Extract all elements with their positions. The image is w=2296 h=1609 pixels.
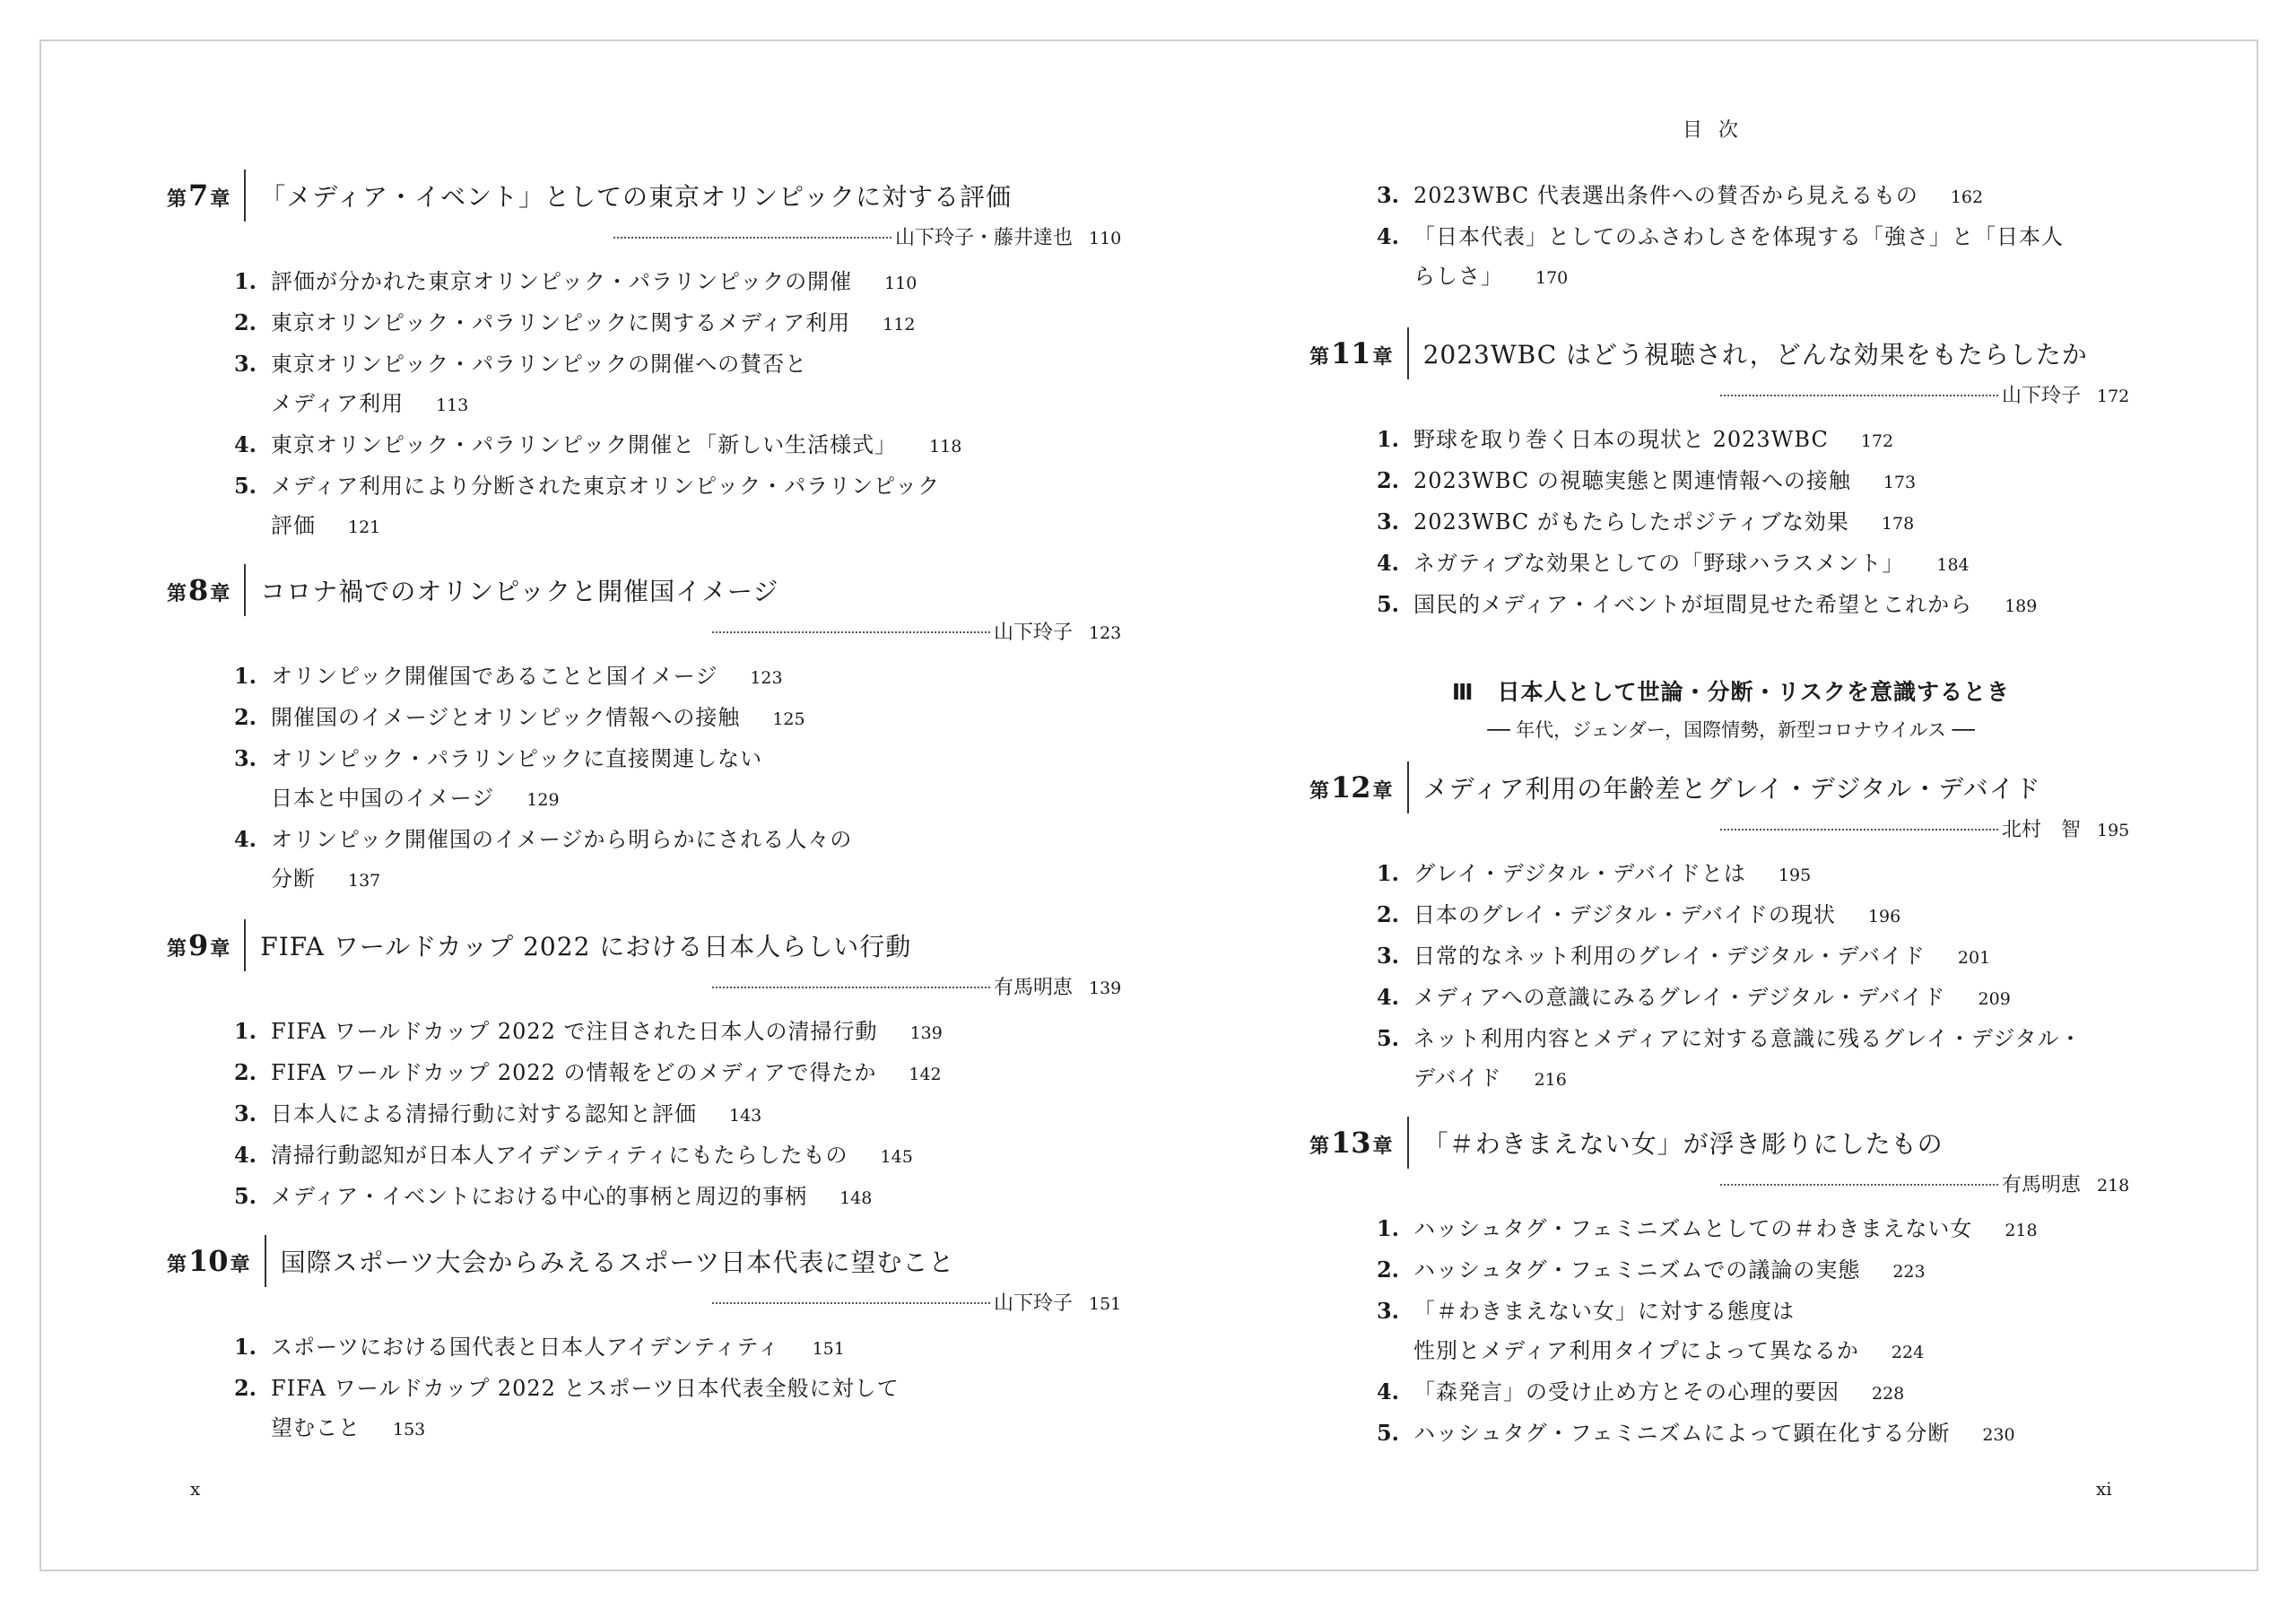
toc-section-line: [167, 506, 1144, 547]
section-title-text: メディアへの意識にみるグレイ・デジタル・デバイド: [1413, 985, 1946, 1010]
dot-leader: [712, 631, 990, 633]
section-title: [271, 262, 917, 303]
chapter-author: 有馬明恵: [993, 977, 1073, 999]
section-title-text: 性別とメディア利用タイプによって異なるか: [1413, 1338, 1859, 1363]
section-title: [1413, 1250, 1926, 1292]
chapter-number: [167, 1244, 265, 1278]
toc-section-line: [1309, 1250, 2152, 1292]
section-title: [271, 303, 915, 344]
section-number: 4.: [233, 1142, 257, 1168]
section-title-text: 評価が分かれた東京オリンピック・パラリンピックの開催: [271, 269, 853, 294]
toc-section-line: [167, 425, 1144, 466]
toc-section-line: [1309, 1413, 2152, 1455]
section-title-text: 東京オリンピック・パラリンピックの開催への賛否と: [271, 352, 808, 377]
toc-section-line: [167, 1012, 1144, 1053]
section-title-text: FIFA ワールドカップ 2022 の情報をどのメディアで得たか: [271, 1060, 877, 1085]
chapter-author-line: [1309, 814, 2152, 850]
chapter-heading: [1309, 761, 2152, 814]
section-title: [271, 344, 807, 384]
chapter-page-number: 195: [2097, 821, 2130, 840]
section-page-number: 162: [1950, 187, 1984, 207]
toc-section-line: [1309, 585, 2152, 626]
toc-section-line: [167, 698, 1144, 739]
chapter-12: [1309, 761, 2152, 1100]
section-title: [1413, 257, 1568, 298]
section-number: 5.: [1376, 591, 1399, 617]
section-title: [1413, 1209, 2038, 1250]
section-page-number: 121: [348, 517, 381, 537]
chapter-author: 山下玲子: [2001, 385, 2081, 407]
chapter-number: [167, 178, 244, 213]
section-title-text: 評価: [271, 513, 316, 538]
chapter-sections: [1309, 854, 2152, 1100]
toc-section-line: [167, 657, 1144, 698]
chapter-number-value: 7: [188, 178, 209, 213]
chapter-title: 「メディア・イベント」としての東京オリンピックに対する評価: [260, 182, 1012, 212]
section-title: [271, 425, 961, 466]
section-number: 2.: [233, 1059, 257, 1085]
section-page-number: 216: [1534, 1070, 1567, 1090]
section-title-text: 「森発言」の受け止め方とその心理的要因: [1413, 1379, 1839, 1405]
section-number: 4.: [233, 826, 257, 852]
toc-section-line: [167, 466, 1144, 506]
section-number: [1309, 257, 1413, 298]
chapter-label-prefix: 第: [1309, 780, 1330, 803]
section-title: [271, 1012, 943, 1053]
chapter-label-prefix: 第: [1309, 346, 1330, 369]
running-header: 目次: [1683, 119, 1755, 142]
toc-section-line: [167, 1177, 1144, 1218]
section-number: 1.: [233, 268, 257, 294]
section-title: [1413, 854, 1811, 895]
chapter-number: [167, 928, 244, 962]
section-number: 1.: [1376, 426, 1399, 452]
toc-section-line: [167, 303, 1144, 344]
section-title-text: オリンピック開催国であることと国イメージ: [271, 664, 718, 689]
chapter-number-value: 11: [1331, 336, 1371, 370]
chapter-number-value: 9: [188, 928, 209, 962]
section-title-text: ネット利用内容とメディアに対する意識に残るグレイ・デジタル・: [1413, 1026, 2083, 1051]
chapter-sections: [167, 1327, 1144, 1449]
chapter-page-number: 123: [1089, 623, 1122, 643]
section-page-number: 195: [1778, 865, 1812, 885]
section-number: 3.: [1376, 943, 1399, 969]
toc-section-line: [1309, 461, 2152, 502]
toc-section-line: [1309, 1058, 2152, 1100]
section-title-text: 東京オリンピック・パラリンピック開催と「新しい生活様式」: [271, 432, 898, 457]
chapter-sections: [167, 1012, 1144, 1218]
chapter-number-value: 13: [1331, 1126, 1371, 1160]
section-title-text: デバイド: [1413, 1065, 1502, 1091]
toc-section-line: [167, 1135, 1144, 1177]
section-title: [271, 739, 762, 778]
section-number: 3.: [233, 745, 257, 771]
dot-leader: [613, 237, 891, 239]
section-title: [1413, 1019, 2082, 1058]
section-page-number: 139: [909, 1023, 943, 1043]
chapter-author: 有馬明恵: [2001, 1174, 2081, 1196]
chapter-label-prefix: 第: [167, 583, 187, 605]
toc-section-line: [167, 1327, 1144, 1369]
section-title-text: 2023WBC 代表選出条件への賛否から見えるもの: [1413, 183, 1918, 208]
section-title: [271, 1408, 425, 1449]
toc-section-line: [1309, 1372, 2152, 1413]
section-title: [271, 1369, 900, 1408]
section-number: [1309, 1058, 1413, 1100]
chapter-label-suffix: 章: [1372, 1135, 1393, 1158]
section-page-number: 143: [729, 1106, 762, 1126]
section-page-number: 145: [880, 1147, 913, 1167]
chapter-label-suffix: 章: [210, 583, 230, 605]
chapter-heading: [167, 918, 1144, 972]
section-title: [271, 506, 380, 547]
section-title-text: グレイ・デジタル・デバイドとは: [1413, 861, 1746, 886]
section-title: [1413, 502, 1914, 544]
chapter-label-prefix: 第: [167, 1254, 187, 1276]
chapter-number: [167, 573, 244, 607]
continued-sections: [1309, 176, 2064, 298]
chapter-7: [167, 169, 1144, 547]
chapter-sections: [1309, 1209, 2152, 1455]
toc-section-line: [1309, 257, 2064, 298]
section-title-text: 開催国のイメージとオリンピック情報への接触: [271, 705, 741, 730]
section-title-text: 「＃わきまえない女」に対する態度は: [1413, 1299, 1795, 1324]
section-title: [271, 657, 783, 698]
section-title-text: スポーツにおける国代表と日本人アイデンティティ: [271, 1335, 780, 1360]
toc-section-line: [167, 1053, 1144, 1094]
chapter-9: [167, 918, 1144, 1218]
chapter-number-value: 8: [188, 573, 209, 607]
section-page-number: 224: [1891, 1343, 1925, 1362]
section-number: [167, 384, 271, 425]
section-title: [1413, 1413, 2015, 1455]
section-number: [167, 778, 271, 820]
toc-section-line: [1309, 1019, 2152, 1058]
section-title: [271, 698, 805, 739]
section-title-text: 東京オリンピック・パラリンピックに関するメディア利用: [271, 310, 851, 335]
chapter-divider-bar: [244, 170, 246, 222]
section-number: 5.: [233, 1183, 257, 1209]
section-page-number: 201: [1957, 948, 1991, 968]
chapter-10: [167, 1234, 1144, 1449]
chapter-11: [1309, 326, 2152, 626]
section-number: 3.: [233, 1100, 257, 1126]
section-page-number: 148: [839, 1188, 873, 1208]
section-number: 1.: [233, 1018, 257, 1044]
section-title-text: 分断: [271, 866, 316, 891]
toc-section-line: [1309, 217, 2064, 257]
section-title-text: ネガティブな効果としての「野球ハラスメント」: [1413, 551, 1905, 576]
chapter-number-value: 12: [1331, 770, 1371, 804]
section-title-text: 日本のグレイ・デジタル・デバイドの現状: [1413, 902, 1836, 927]
section-number: 1.: [1376, 1215, 1399, 1241]
section-title: [271, 1135, 913, 1177]
chapter-author-line: [167, 617, 1144, 653]
chapter-label-prefix: 第: [167, 188, 187, 211]
chapter-label-suffix: 章: [210, 938, 230, 961]
toc-section-line: [167, 859, 1144, 900]
section-number: 2.: [1376, 901, 1399, 927]
section-page-number: 151: [812, 1339, 845, 1359]
toc-section-line: [167, 739, 1144, 778]
chapter-label-prefix: 第: [167, 938, 187, 961]
section-title-text: メディア利用: [271, 391, 404, 416]
chapter-author-line: [167, 1288, 1144, 1324]
section-page-number: 170: [1535, 268, 1569, 288]
chapter-label-prefix: 第: [1309, 1135, 1330, 1158]
chapter-author: 山下玲子: [993, 622, 1073, 644]
chapter-title: 「＃わきまえない女」が浮き彫りにしたもの: [1422, 1129, 1944, 1159]
chapter-author: 山下玲子: [993, 1292, 1073, 1315]
toc-section-line: [167, 1408, 1144, 1449]
chapter-13: [1309, 1116, 2152, 1455]
chapter-divider-bar: [1407, 1117, 1409, 1169]
section-page-number: 125: [772, 709, 805, 729]
chapter-sections: [1309, 420, 2152, 626]
chapter-sections: [167, 657, 1144, 900]
chapter-divider-bar: [265, 1235, 266, 1287]
section-number: 5.: [233, 473, 257, 499]
chapter-author-line: [1309, 380, 2152, 416]
dot-leader: [712, 1302, 990, 1304]
section-number: 2.: [1376, 467, 1399, 493]
section-title-text: メディア利用により分断された東京オリンピック・パラリンピック: [271, 474, 941, 499]
chapter-page-number: 151: [1089, 1294, 1122, 1314]
chapter-author: 山下玲子・藤井達也: [894, 227, 1073, 249]
chapter-label-suffix: 章: [1372, 346, 1393, 369]
section-title: [1413, 895, 1900, 936]
section-page-number: 142: [909, 1065, 942, 1084]
chapter-author-line: [1309, 1170, 2152, 1205]
section-number: 2.: [1376, 1257, 1399, 1283]
section-page-number: 218: [2005, 1221, 2038, 1240]
section-number: 2.: [233, 704, 257, 730]
section-title: [1413, 1058, 1567, 1100]
section-title-text: ハッシュタグ・フェミニズムによって顕在化する分断: [1413, 1421, 1951, 1446]
section-number: 3.: [1376, 182, 1399, 208]
section-number: 3.: [1376, 1298, 1399, 1324]
dot-leader: [712, 987, 990, 988]
section-title: [1413, 1292, 1795, 1331]
section-title: [271, 466, 940, 506]
chapter-heading: [167, 1234, 1144, 1288]
section-title-text: 清掃行動認知が日本人アイデンティティにもたらしたもの: [271, 1143, 848, 1168]
toc-section-line: [1309, 420, 2152, 461]
chapter-divider-bar: [1407, 761, 1409, 813]
section-number: 5.: [1376, 1420, 1399, 1446]
section-title: [1413, 978, 2011, 1019]
chapter-page-number: 172: [2097, 387, 2130, 406]
section-title: [1413, 420, 1893, 461]
chapter-number-value: 10: [188, 1244, 229, 1278]
section-page-number: 196: [1867, 907, 1901, 926]
section-page-number: 137: [348, 871, 381, 891]
section-number: 5.: [1376, 1025, 1399, 1051]
toc-section-line: [1309, 176, 2064, 217]
section-title: [271, 1053, 942, 1094]
section-page-number: 129: [526, 790, 560, 810]
section-title-text: 日本人による清掃行動に対する認知と評価: [271, 1101, 697, 1126]
chapter-title: メディア利用の年齢差とグレイ・デジタル・デバイド: [1422, 774, 2041, 804]
chapter-title: FIFA ワールドカップ 2022 における日本人らしい行動: [260, 932, 912, 961]
section-number: [167, 1408, 271, 1449]
chapter-title: 国際スポーツ大会からみえるスポーツ日本代表に望むこと: [280, 1248, 955, 1277]
section-page-number: 173: [1883, 473, 1917, 492]
section-page-number: 209: [1978, 989, 2011, 1009]
chapter-sections: [167, 262, 1144, 547]
section-number: 4.: [233, 431, 257, 457]
chapter-label-suffix: 章: [210, 188, 230, 211]
toc-section-line: [1309, 1292, 2152, 1331]
chapter-label-suffix: 章: [230, 1254, 250, 1276]
section-title-text: 日常的なネット利用のグレイ・デジタル・デバイド: [1413, 944, 1926, 969]
section-number: [1309, 1331, 1413, 1372]
chapter-heading: [1309, 1116, 2152, 1170]
section-title: [271, 820, 852, 859]
section-title-text: 野球を取り巻く日本の現状と 2023WBC: [1413, 427, 1829, 452]
section-title-text: メディア・イベントにおける中心的事柄と周辺的事柄: [271, 1184, 808, 1209]
toc-section-line: [1309, 1331, 2152, 1372]
section-number: 3.: [1376, 509, 1399, 535]
section-number: [167, 506, 271, 547]
section-title-text: らしさ」: [1413, 264, 1503, 289]
section-number: 2.: [233, 1375, 257, 1401]
section-page-number: 112: [883, 315, 916, 335]
section-title: [271, 1177, 872, 1218]
chapter-author-line: [167, 222, 1144, 258]
chapter-heading: [1309, 326, 2152, 380]
folio-left: x: [190, 1478, 201, 1500]
dot-leader: [1720, 829, 1998, 831]
toc-section-line: [167, 820, 1144, 859]
chapter-divider-bar: [1407, 327, 1409, 379]
chapter-number: [1309, 1126, 1407, 1160]
section-number: 2.: [233, 309, 257, 335]
toc-section-line: [167, 262, 1144, 303]
section-title: [1413, 544, 1970, 585]
section-title-text: オリンピック開催国のイメージから明らかにされる人々の: [271, 827, 853, 852]
section-title: [271, 1327, 845, 1369]
section-title: [271, 1094, 761, 1135]
section-title-text: オリンピック・パラリンピックに直接関連しない: [271, 746, 763, 771]
section-number: [167, 859, 271, 900]
section-page-number: 178: [1881, 514, 1915, 534]
toc-section-line: [1309, 544, 2152, 585]
toc-section-line: [1309, 854, 2152, 895]
section-title: [1413, 1372, 1904, 1413]
section-title-text: ハッシュタグ・フェミニズムとしての＃わきまえない女: [1413, 1216, 1973, 1241]
section-title-text: 望むこと: [271, 1415, 361, 1440]
part-subtitle: ── 年代，ジェンダー，国際情勢，新型コロナウイルス ──: [1487, 719, 1975, 741]
chapter-author-line: [167, 972, 1144, 1008]
toc-section-line: [167, 1094, 1144, 1135]
section-number: 4.: [1376, 984, 1399, 1010]
section-number: 4.: [1376, 223, 1399, 249]
chapter-heading: [167, 563, 1144, 617]
section-page-number: 123: [750, 668, 783, 688]
toc-section-line: [1309, 502, 2152, 544]
dot-leader: [1720, 1184, 1998, 1186]
section-title: [271, 778, 560, 820]
section-number: 1.: [233, 1334, 257, 1360]
chapter-label-suffix: 章: [1372, 780, 1393, 803]
chapter-8: [167, 563, 1144, 900]
section-title-text: ハッシュタグ・フェミニズムでの議論の実態: [1413, 1257, 1861, 1283]
toc-section-line: [167, 778, 1144, 820]
chapter-page-number: 110: [1089, 229, 1122, 248]
section-title-text: 国民的メディア・イベントが垣間見せた希望とこれから: [1413, 592, 1973, 617]
section-title-text: 2023WBC の視聴実態と関連情報への接触: [1413, 468, 1851, 493]
toc-section-line: [167, 384, 1144, 425]
chapter-number: [1309, 336, 1407, 370]
section-title-text: 2023WBC がもたらしたポジティブな効果: [1413, 509, 1849, 535]
section-title-text: 日本と中国のイメージ: [271, 786, 495, 811]
section-number: 1.: [233, 663, 257, 689]
chapter-heading: [167, 169, 1144, 222]
section-title: [1413, 217, 2064, 257]
section-title: [1413, 936, 1990, 978]
section-title: [1413, 585, 2037, 626]
chapter-page-number: 218: [2097, 1176, 2130, 1196]
chapter-divider-bar: [244, 564, 246, 616]
chapter-page-number: 139: [1089, 978, 1122, 998]
section-number: 4.: [1376, 550, 1399, 576]
section-title: [271, 859, 380, 900]
section-title-text: 「日本代表」としてのふさわしさを体現する「強さ」と「日本人: [1413, 224, 2064, 249]
section-title-text: FIFA ワールドカップ 2022 で注目された日本人の清掃行動: [271, 1019, 878, 1044]
chapter-number: [1309, 770, 1407, 804]
chapter-divider-bar: [244, 919, 246, 971]
toc-section-line: [1309, 1209, 2152, 1250]
section-number: 1.: [1376, 860, 1399, 886]
toc-section-line: [1309, 978, 2152, 1019]
section-page-number: 184: [1936, 555, 1970, 575]
section-title-text: FIFA ワールドカップ 2022 とスポーツ日本代表全般に対して: [271, 1376, 900, 1401]
section-title: [1413, 461, 1916, 502]
section-number: 4.: [1376, 1379, 1399, 1405]
section-title: [1413, 1331, 1924, 1372]
chapter-title: コロナ禍でのオリンピックと開催国イメージ: [260, 577, 779, 606]
section-number: 3.: [233, 351, 257, 377]
toc-section-line: [167, 344, 1144, 384]
part-heading: [1309, 674, 2152, 743]
section-page-number: 113: [436, 396, 469, 415]
chapter-author: 北村 智: [2001, 819, 2081, 841]
section-page-number: 228: [1872, 1384, 1905, 1404]
chapter-title: 2023WBC はどう視聴され，どんな効果をもたらしたか: [1422, 340, 2088, 370]
section-page-number: 223: [1892, 1262, 1926, 1282]
section-page-number: 189: [2005, 596, 2038, 616]
toc-section-line: [1309, 895, 2152, 936]
section-title: [271, 384, 468, 425]
section-title: [1413, 176, 1983, 217]
part-title: Ⅲ 日本人として世論・分断・リスクを意識するとき: [1451, 679, 2011, 705]
section-page-number: 118: [929, 437, 962, 457]
toc-section-line: [1309, 936, 2152, 978]
section-page-number: 110: [884, 274, 918, 293]
section-page-number: 172: [1860, 431, 1894, 451]
section-page-number: 230: [1982, 1425, 2015, 1445]
dot-leader: [1720, 395, 1998, 396]
section-page-number: 153: [393, 1420, 426, 1439]
toc-section-line: [167, 1369, 1144, 1408]
folio-right: xi: [2096, 1478, 2112, 1500]
